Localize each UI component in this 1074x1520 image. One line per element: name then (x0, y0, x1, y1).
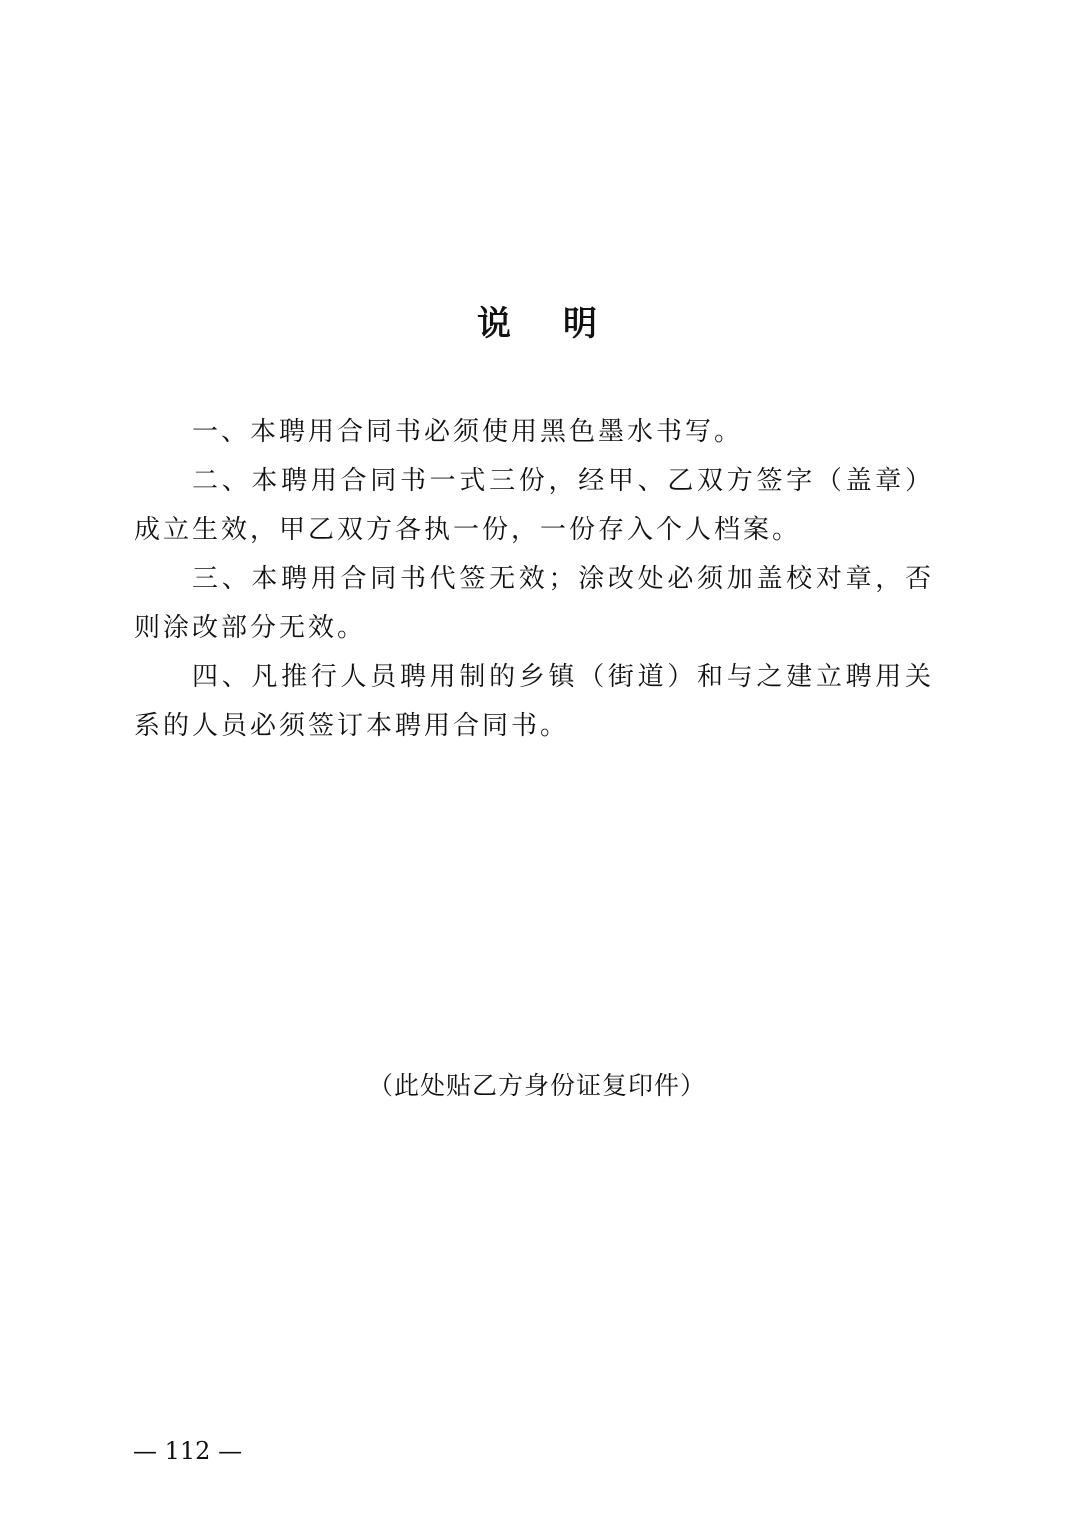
instruction-paragraph-3: 三、本聘用合同书代签无效；涂改处必须加盖校对章，否则涂改部分无效。 (134, 564, 934, 643)
instruction-paragraph-1: 一、本聘用合同书必须使用黑色墨水书写。 (192, 417, 744, 447)
instruction-paragraph-2: 二、本聘用合同书一式三份，经甲、乙双方签字（盖章）成立生效，甲乙双方各执一份，一份存入个人档案。 (134, 466, 934, 545)
title-second-character: 明 (563, 304, 597, 344)
instruction-paragraph-4: 四、凡推行人员聘用制的乡镇（街道）和与之建立聘用关系的人员必须签订本聘用合同书。 (134, 662, 934, 741)
id-copy-placement-note: （此处贴乙方身份证复印件） (367, 1071, 706, 1100)
page-number: — 112 — (133, 1437, 243, 1465)
title-first-character: 说 (477, 304, 511, 344)
instructions-body (134, 408, 934, 751)
page-title (0, 298, 1074, 350)
